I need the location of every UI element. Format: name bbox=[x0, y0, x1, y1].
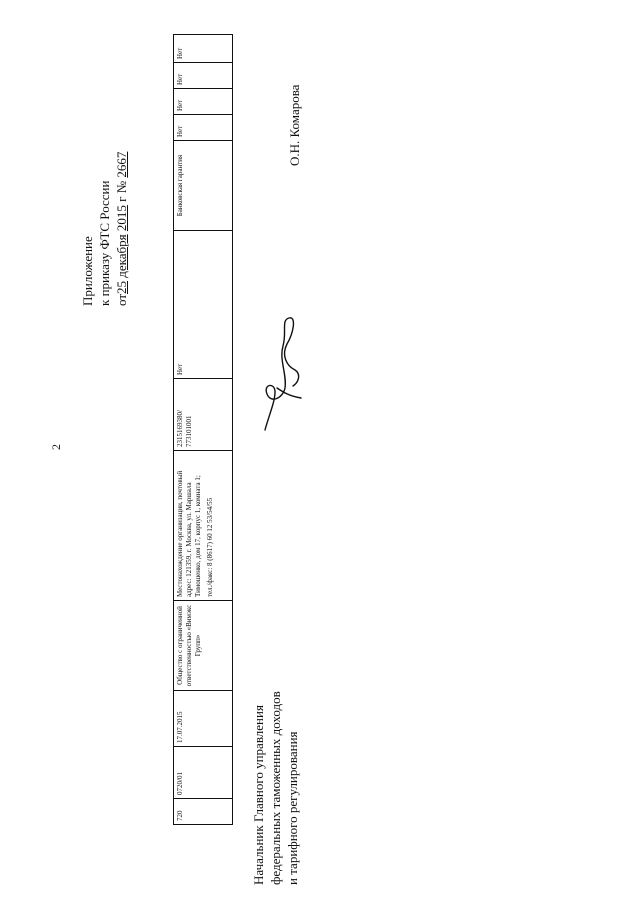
cell-organization: Общество с ограниченной ответственностью «Вимэкс Групп» bbox=[174, 601, 233, 691]
cell-address bbox=[174, 451, 233, 601]
cell-col10: Нет bbox=[174, 89, 233, 115]
cell-col7: Нет bbox=[174, 231, 233, 379]
appendix-header bbox=[79, 86, 133, 306]
cell-certificate-number: 0720/01 bbox=[174, 747, 233, 799]
order-day: 25 bbox=[114, 280, 129, 294]
cell-guarantee: Банковская гарантия bbox=[174, 141, 233, 231]
signatory-line-1: Начальник Главного управления bbox=[251, 705, 266, 885]
order-reference: к приказу ФТС России bbox=[97, 180, 112, 306]
signatory-line-3: и тарифного регулирования bbox=[285, 731, 300, 885]
phone-text: тел./факс: 8 (8617) 60 12 53/54/55 bbox=[206, 497, 214, 597]
order-number: 2667 bbox=[114, 151, 129, 178]
page-number: 2 bbox=[49, 444, 63, 450]
signatory-line-2: федеральных таможенных доходов bbox=[268, 691, 283, 885]
cell-date: 17.07.2015 bbox=[174, 691, 233, 747]
order-month: декабря bbox=[114, 234, 129, 278]
cell-registry-number: 720 bbox=[174, 799, 233, 825]
signatory-title bbox=[250, 645, 310, 885]
cell-col9: Нет bbox=[174, 115, 233, 141]
cell-col12: Нет bbox=[174, 35, 233, 63]
table-row bbox=[174, 35, 233, 825]
signer-name: О.Н. Комарова bbox=[287, 84, 302, 166]
appendix-title: Приложение bbox=[80, 236, 95, 306]
address-text: Местонахождение организации, почтовый адрес: 121359, г. Москва, ул. Маршала Тимошенко, дом 17, корпус 1, комната 1; bbox=[176, 470, 202, 597]
cell-col11: Нет bbox=[174, 63, 233, 89]
handwritten-signature bbox=[245, 310, 315, 440]
registry-table bbox=[173, 35, 233, 825]
order-year: 2015 bbox=[114, 205, 129, 232]
cell-inn-kpp: 2315169380/ 773101001 bbox=[174, 379, 233, 451]
order-date-line: от25 декабря 2015 г № 2667 bbox=[114, 151, 129, 306]
